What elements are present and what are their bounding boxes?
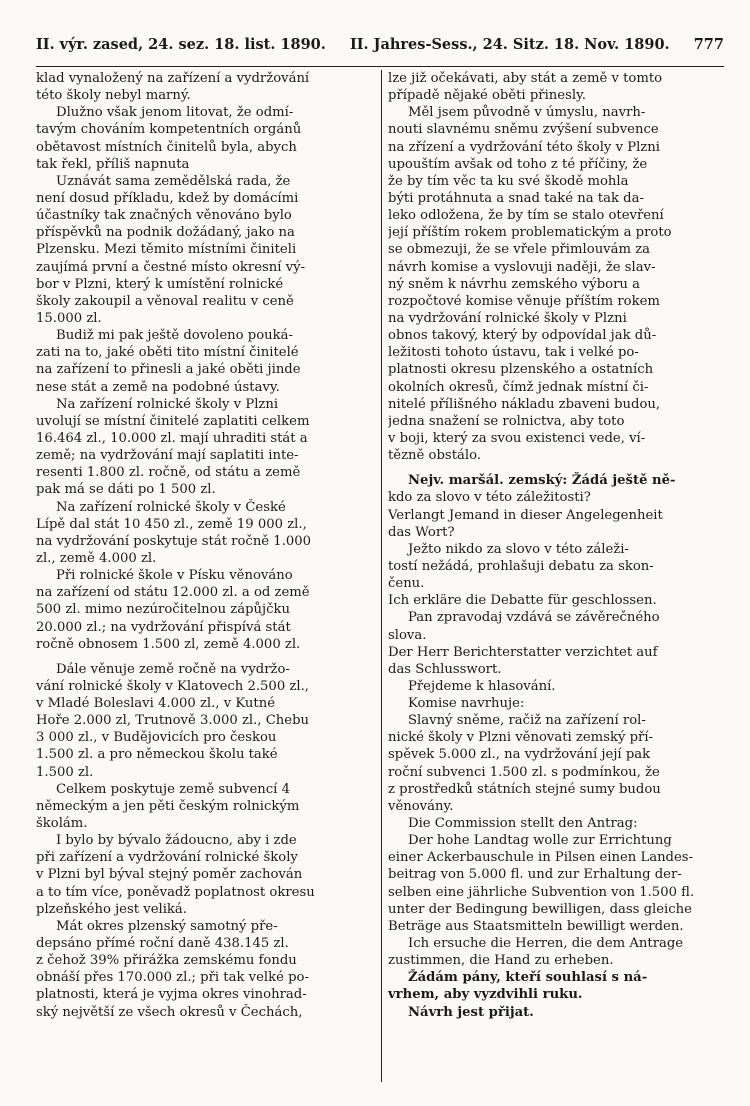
text-line: 20.000 zl.; na vydržování přispívá stát [36, 619, 291, 635]
header-german: II. Jahres-Sess., 24. Sitz. 18. Nov. 1890. [349, 36, 670, 53]
text-line: 16.464 zl., 10.000 zl. mají uhraditi stát a [36, 430, 308, 446]
text-line: tak řekl, příliš napnuta [36, 156, 190, 172]
text-line: v boji, který za svou existenci vede, ví- [388, 430, 646, 446]
text-line: na vydržování poskytuje stát ročně 1.000 [36, 533, 312, 549]
text-line: na zřízení a vydržování této školy v Plzni [388, 139, 660, 155]
text-line: na zařízení to přinesli a jaké oběti jinde [36, 362, 301, 378]
text-line: leko odložena, že by tím se stalo otevření [388, 208, 664, 224]
text-line: při zařízení a vydržování rolnické školy [36, 850, 298, 866]
text-line: Dále věnuje země ročně na vydržo- [56, 661, 290, 677]
text-line: vrhem, aby vyzdvihli ruku. [388, 987, 583, 1003]
text-line: školám. [36, 816, 88, 832]
text-line: Budiž mi pak ještě dovoleno pouká- [56, 328, 293, 344]
text-line: Plzensku. Mezi těmito místními činiteli [36, 242, 297, 258]
text-line: Verlangt Jemand in dieser Angelegenheit [388, 507, 663, 523]
text-line: návrh komise a vyslovuji naději, že slav- [388, 259, 656, 275]
text-line: obnos takový, který by odpovídal jak dů- [388, 328, 657, 344]
text-line [36, 653, 376, 661]
text-line: Lípě dal stát 10 450 zl., země 19 000 zl., [36, 516, 307, 532]
text-line: ročně obnosem 1.500 zl, země 4.000 zl. [36, 636, 301, 652]
text-line: Na zařízení rolnické školy v České [56, 499, 286, 515]
text-line: 1.500 zl. a pro německou školu také [36, 747, 278, 763]
column-divider [381, 70, 382, 1082]
text-line: nické školy v Plzni věnovati zemský pří- [388, 730, 654, 746]
left-column [36, 70, 376, 1021]
text-line: případě nějaké oběti přinesly. [388, 88, 586, 104]
text-line: beitrag von 5.000 fl. und zur Erhaltung der- [388, 867, 682, 883]
text-line: obnáší přes 170.000 zl.; při tak velké po- [36, 970, 309, 986]
text-line: z prostředků státních stejné sumy budou [388, 781, 661, 797]
text-line: tostí nežádá, prohlašuji debatu za skon- [388, 558, 654, 574]
text-line: pak má se dáti po 1 500 zl. [36, 482, 216, 498]
text-line: plzeňského jest veliká. [36, 901, 187, 917]
text-line: Žádám pány, kteří souhlasí s ná- [408, 970, 648, 986]
text-line: vání rolnické školy v Klatovech 2.500 zl., [36, 678, 309, 694]
text-line: 1.500 zl. [36, 764, 94, 780]
text-line: Při rolnické škole v Písku věnováno [56, 568, 293, 584]
text-line: tězně obstálo. [388, 448, 481, 464]
text-line: Hoře 2.000 zl, Trutnově 3.000 zl., Chebu [36, 713, 310, 729]
text-line: obětavost místních činitelů byla, abych [36, 139, 297, 155]
text-line: v Plzni byl býval stejný poměr zachován [36, 867, 303, 883]
text-line: depsáno přímé roční daně 438.145 zl. [36, 936, 289, 952]
header-czech: II. výr. zased, 24. sez. 18. list. 1890. [36, 36, 326, 53]
text-line: nitelé přílišného nákladu zbaveni budou, [388, 396, 661, 412]
text-line: není dosud příkladu, kdež by domácími [36, 190, 299, 206]
text-line: příspěvků na podnik dožádaný, jako na [36, 225, 295, 241]
text-line: unter der Bedingung bewilligen, dass gleiche [388, 901, 692, 917]
text-line: 500 zl. mimo nezúročitelnou zápůjčku [36, 602, 291, 618]
text-line: německým a jen pěti českým rolnickým [36, 798, 300, 814]
text-line: Uznávát sama zemědělská rada, že [56, 173, 291, 189]
text-line: ležitosti tohoto ústavu, tak i velké po- [388, 345, 639, 361]
text-line [388, 464, 721, 472]
text-line: lze již očekávati, aby stát a země v tomto [388, 71, 663, 86]
text-line: v Mladé Boleslavi 4.000 zl., v Kutné [36, 696, 276, 712]
text-line: zaujímá první a čestné místo okresní vý- [36, 259, 306, 275]
page-number: 777 [693, 36, 724, 53]
text-line: uvolují se místní činitelé zaplatiti celkem [36, 413, 310, 429]
text-line: býti protáhnuta a snad také na tak da- [388, 190, 644, 206]
text-line: Ich erkläre die Debatte für geschlossen. [388, 593, 657, 609]
text-line: selben eine jährliche Subvention von 1.500 fl. [388, 884, 695, 900]
text-line: 3 000 zl., v Budějovicích pro českou [36, 730, 277, 746]
text-line: a to tím více, poněvadž poplatnost okresu [36, 884, 315, 900]
text-line: Návrh jest přijat. [408, 1004, 534, 1020]
text-line: zl., země 4.000 zl. [36, 550, 157, 566]
text-line: Na zařízení rolnické školy v Plzni [56, 396, 279, 412]
text-line: Ježto nikdo za slovo v této záleži- [408, 541, 629, 557]
text-line: 15.000 zl. [36, 310, 102, 326]
text-line: platnosti, která je vyjma okres vinohrad- [36, 987, 307, 1003]
text-line: Přejdeme k hlasování. [408, 678, 556, 694]
right-column [388, 70, 721, 1021]
header-rule [36, 66, 724, 67]
text-line: ský největší ze všech okresů v Čechách, [36, 1004, 303, 1020]
text-line: Dlužno však jenom litovat, že odmí- [56, 105, 294, 121]
text-line: spěvek 5.000 zl., na vydržování její pak [388, 747, 651, 763]
text-line: Der Herr Berichterstatter verzichtet auf [388, 644, 658, 660]
text-line: bor v Plzni, který k umístění rolnické [36, 276, 284, 292]
text-line: z čehož 39% přirážka zemskému fondu [36, 953, 297, 969]
text-line: tavým chováním kompetentních orgánů [36, 122, 302, 138]
text-line: Měl jsem původně v úmyslu, navrh- [408, 105, 646, 121]
text-line: věnovány. [388, 798, 454, 814]
text-line: nouti slavnému sněmu zvýšení subvence [388, 122, 659, 138]
text-line: roční subvenci 1.500 zl. s podmínkou, že [388, 764, 660, 780]
text-line: země; na vydržování mají saplatiti inte- [36, 448, 299, 464]
text-line: kdo za slovo v této záležitosti? [388, 490, 591, 506]
text-line: upouštím avšak od toho z té příčiny, že [388, 156, 648, 172]
text-line: Der hohe Landtag wolle zur Errichtung [408, 833, 672, 849]
text-line: resenti 1.800 zl. ročně, od státu a země [36, 465, 301, 481]
text-line: Mát okres plzenský samotný pře- [56, 918, 278, 934]
text-line: zati na to, jaké oběti tito místní činitelé [36, 345, 299, 361]
text-line: její příštím rokem problematickým a proto [388, 225, 672, 241]
running-header [36, 36, 724, 53]
text-line: Pan zpravodaj vzdává se závěrečného [408, 610, 660, 626]
text-line: čenu. [388, 576, 425, 592]
text-line: se obmezuji, že se vřele přimlouvám za [388, 242, 651, 258]
text-line: Die Commission stellt den Antrag: [408, 816, 638, 832]
text-line: na zařízení od státu 12.000 zl. a od země [36, 585, 310, 601]
text-line: klad vynaložený na zařízení a vydržování [36, 71, 310, 86]
text-line: nese stát a země na podobné ústavy. [36, 379, 280, 395]
text-line: zustimmen, die Hand zu erheben. [388, 953, 614, 969]
text-line: že by tím věc ta ku své škodě mohla [388, 173, 629, 189]
text-line: účastníky tak značných věnováno bylo [36, 208, 292, 224]
text-line: Ich ersuche die Herren, die dem Antrage [408, 936, 684, 952]
text-line: das Schlusswort. [388, 661, 502, 677]
text-line: Nejv. maršál. zemský: Žádá ještě ně- [408, 473, 676, 489]
text-line: rozpočtové komise věnuje příštím rokem [388, 293, 660, 309]
text-line: Beträge aus Staatsmitteln bewilligt werden. [388, 918, 684, 934]
text-line: školy zakoupil a věnoval realitu v ceně [36, 293, 294, 309]
text-line: okolních okresů, čímž jednak místní či- [388, 379, 649, 395]
text-line: einer Ackerbauschule in Pilsen einen Landes- [388, 850, 694, 866]
text-line: Slavný sněme, račiž na zařízení rol- [408, 713, 646, 729]
text-line: ný sněm k návrhu zemského výboru a [388, 276, 640, 292]
text-line: das Wort? [388, 524, 455, 540]
text-line: této školy nebyl marný. [36, 88, 191, 104]
text-line: na vydržování rolnické školy v Plzni [388, 310, 627, 326]
text-line: Celkem poskytuje země subvencí 4 [56, 781, 290, 797]
text-line: Komise navrhuje: [408, 696, 525, 712]
text-line: I bylo by bývalo žádoucno, aby i zde [56, 833, 297, 849]
text-line: slova. [388, 627, 427, 643]
text-line: jedna snažení se rolnictva, aby toto [388, 413, 625, 429]
text-line: platnosti okresu plzenského a ostatních [388, 362, 654, 378]
